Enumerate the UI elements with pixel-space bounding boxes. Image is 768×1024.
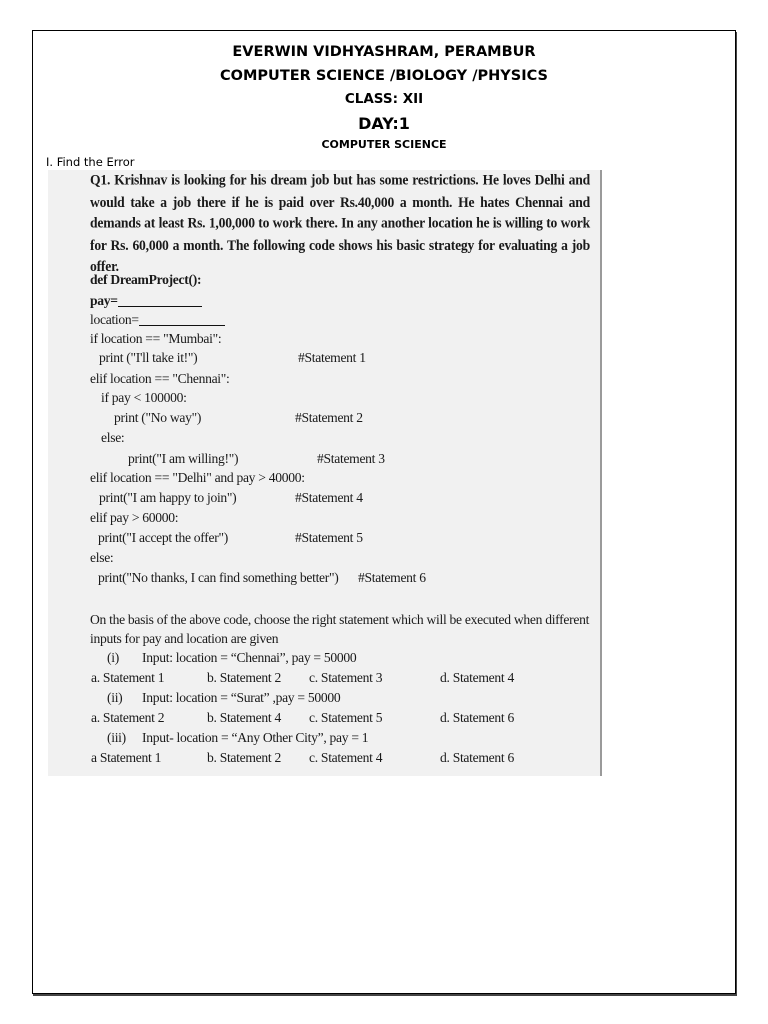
day-line: DAY:1 (358, 114, 410, 133)
code-print-accept: print("I accept the offer") (98, 530, 228, 545)
code-print-take: print ("I'll take it!") (99, 350, 198, 365)
part-1-option-d: d. Statement 4 (440, 670, 514, 685)
statement-3-comment: #Statement 3 (317, 451, 385, 466)
code-else-1: else: (101, 430, 125, 445)
pay-blank (118, 306, 202, 307)
code-def: def DreamProject(): (90, 272, 202, 287)
statement-6-comment: #Statement 6 (358, 570, 426, 585)
part-1-label: (i) (107, 650, 119, 665)
code-print-willing: print("I am willing!") (128, 451, 239, 466)
part-2-option-b: b. Statement 4 (207, 710, 281, 725)
statement-4-comment: #Statement 4 (295, 490, 363, 505)
part-3-input: Input- location = “Any Other City”, pay = 1 (142, 730, 369, 745)
school-name: EVERWIN VIDHYASHRAM, PERAMBUR (232, 44, 536, 60)
statement-5-comment: #Statement 5 (295, 530, 363, 545)
subject-line: COMPUTER SCIENCE (321, 138, 447, 151)
code-location (90, 312, 225, 328)
part-3-option-d: d. Statement 6 (440, 750, 514, 765)
part-1-option-b: b. Statement 2 (207, 670, 281, 685)
part-3-option-b: b. Statement 2 (207, 750, 281, 765)
part-2-option-c: c. Statement 5 (309, 710, 383, 725)
code-print-happy: print("I am happy to join") (99, 490, 237, 505)
part-2-label: (ii) (107, 690, 123, 705)
code-print-nothanks: print("No thanks, I can find something better") (98, 570, 339, 585)
code-elif-delhi: elif location == "Delhi" and pay > 40000: (90, 470, 305, 485)
part-3-option-a: a Statement 1 (91, 750, 162, 765)
code-if-pay: if pay < 100000: (101, 390, 187, 405)
part-3-option-c: c. Statement 4 (309, 750, 383, 765)
subjects-line: COMPUTER SCIENCE /BIOLOGY /PHYSICS (220, 68, 548, 84)
part-1-option-a: a. Statement 1 (91, 670, 165, 685)
code-location-label: location= (90, 312, 139, 327)
code-elif-chennai: elif location == "Chennai": (90, 371, 230, 386)
statement-2-comment: #Statement 2 (295, 410, 363, 425)
location-blank (139, 325, 225, 326)
code-else-2: else: (90, 550, 114, 565)
part-3-label: (iii) (107, 730, 126, 745)
code-pay (90, 293, 202, 309)
class-line: CLASS: XII (344, 91, 424, 107)
part-2-option-d: d. Statement 6 (440, 710, 514, 725)
section-heading: I. Find the Error (46, 155, 135, 169)
code-pay-label: pay= (90, 293, 118, 308)
code-if-mumbai: if location == "Mumbai": (90, 331, 222, 346)
part-2-input: Input: location = “Surat” ,pay = 50000 (142, 690, 341, 705)
part-1-input: Input: location = “Chennai”, pay = 50000 (142, 650, 357, 665)
statement-1-comment: #Statement 1 (298, 350, 366, 365)
code-elif-pay: elif pay > 60000: (90, 510, 179, 525)
instruction-paragraph: On the basis of the above code, choose the right statement which will be executed when different inputs for pay and location are given (90, 612, 590, 646)
question-text: Q1. Krishnav is looking for his dream job but has some restrictions. He loves Delhi and would take a job there if he is paid over Rs.40,000 a month. He hates Chennai and demands at least Rs. 1,00,000 to work there. In any another location he is willing to work for Rs. 60,000 a month. The following code shows his basic strategy for evaluating a job offer. (90, 172, 590, 274)
code-print-noway: print ("No way") (114, 410, 202, 425)
scanned-question-image (48, 170, 602, 776)
part-1-option-c: c. Statement 3 (309, 670, 383, 685)
part-2-option-a: a. Statement 2 (91, 710, 165, 725)
